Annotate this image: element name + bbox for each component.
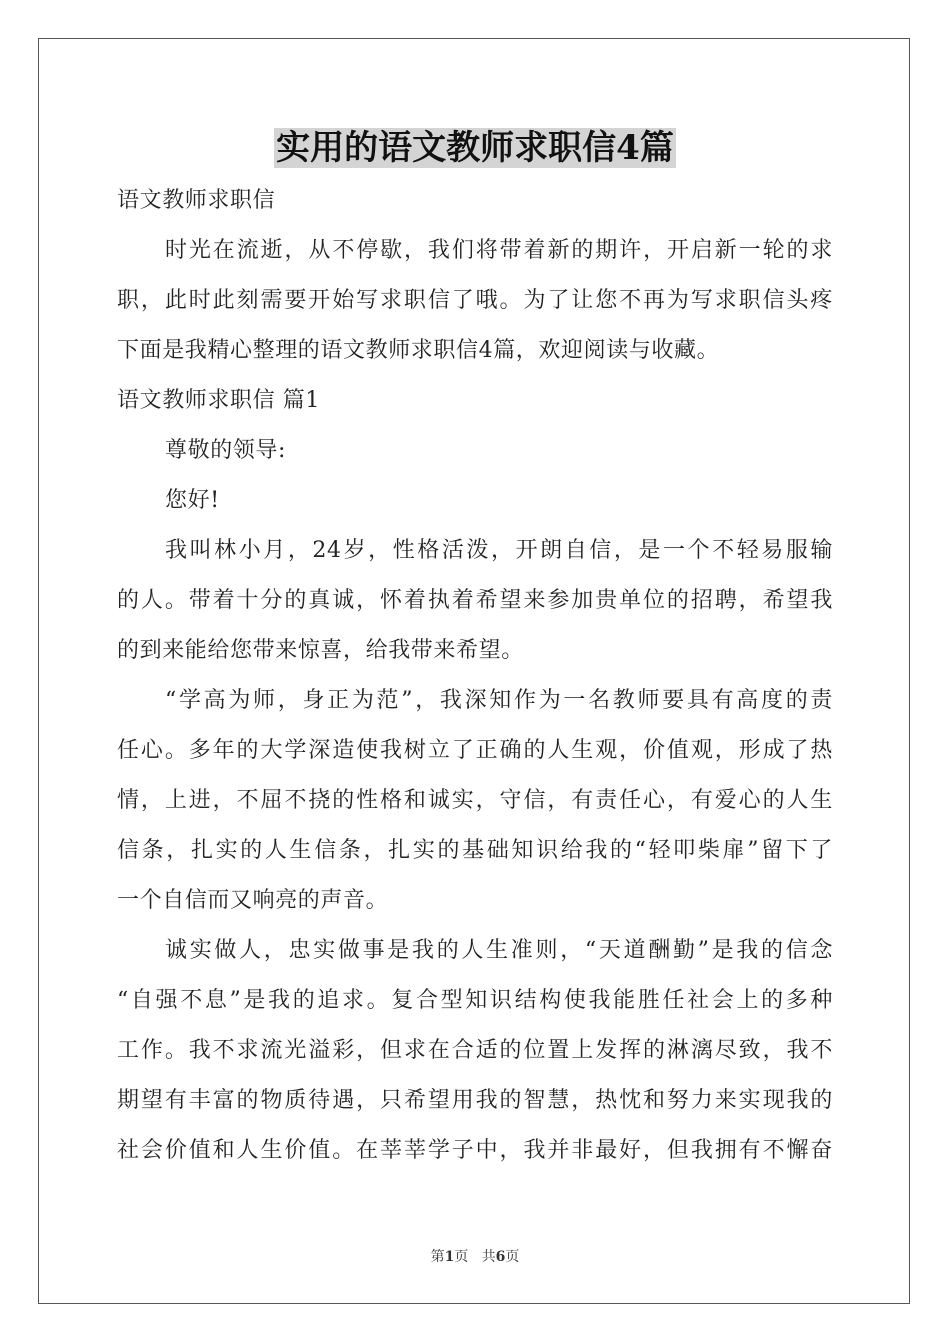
text-line: 期望有丰富的物质待遇，只希望用我的智慧，热忱和努力来实现我的 [117,1088,833,1113]
text-line: 尊敬的领导: [165,438,287,463]
text-line: 时光在流逝，从不停歇，我们将带着新的期许，开启新一轮的求 [165,238,833,263]
text-line: 社会价值和人生价值。在莘莘学子中，我并非最好，但我拥有不懈奋 [117,1138,833,1163]
text-line: 语文教师求职信 篇1 [117,388,320,413]
page-footer [0,1246,950,1266]
text-line: 职，此时此刻需要开始写求职信了哦。为了让您不再为写求职信头疼 [117,288,833,313]
text-line: 信条，扎实的人生信条，扎实的基础知识给我的“轻叩柴扉”留下了 [117,838,833,863]
footer-total-suffix: 页 [505,1249,520,1265]
footer-page-prefix: 第 [430,1249,445,1265]
text-line: “自强不息”是我的追求。复合型知识结构使我能胜任社会上的多种 [117,988,833,1013]
text-line: 我叫林小月，24岁，性格活泼，开朗自信，是一个不轻易服输 [165,538,833,563]
footer-page-number: 1 [444,1249,455,1265]
footer-page-suffix: 页 [454,1249,469,1265]
text-line: 语文教师求职信 [117,188,276,213]
text-line: 一个自信而又响亮的声音。 [117,888,389,913]
document-title [0,124,950,172]
document-title-text: 实用的语文教师求职信4篇 [276,128,674,168]
text-line: 下面是我精心整理的语文教师求职信4篇，欢迎阅读与收藏。 [117,338,720,363]
document-body [117,176,833,1176]
text-line: 诚实做人，忠实做事是我的人生准则，“天道酬勤”是我的信念 [165,938,833,963]
footer-total-pages: 6 [495,1249,506,1265]
text-line: 任心。多年的大学深造使我树立了正确的人生观，价值观，形成了热 [117,738,833,763]
text-line: 情，上进，不屈不挠的性格和诚实，守信，有责任心，有爱心的人生 [117,788,833,813]
text-line: 的到来能给您带来惊喜，给我带来希望。 [117,638,524,663]
text-line: 您好! [165,488,220,513]
text-line: “学高为师，身正为范”，我深知作为一名教师要具有高度的责 [165,688,833,713]
text-line: 的人。带着十分的真诚，怀着执着希望来参加贵单位的招聘，希望我 [117,588,833,613]
footer-total-prefix: 共 [481,1249,496,1265]
text-line: 工作。我不求流光溢彩，但求在合适的位置上发挥的淋漓尽致，我不 [117,1038,833,1063]
